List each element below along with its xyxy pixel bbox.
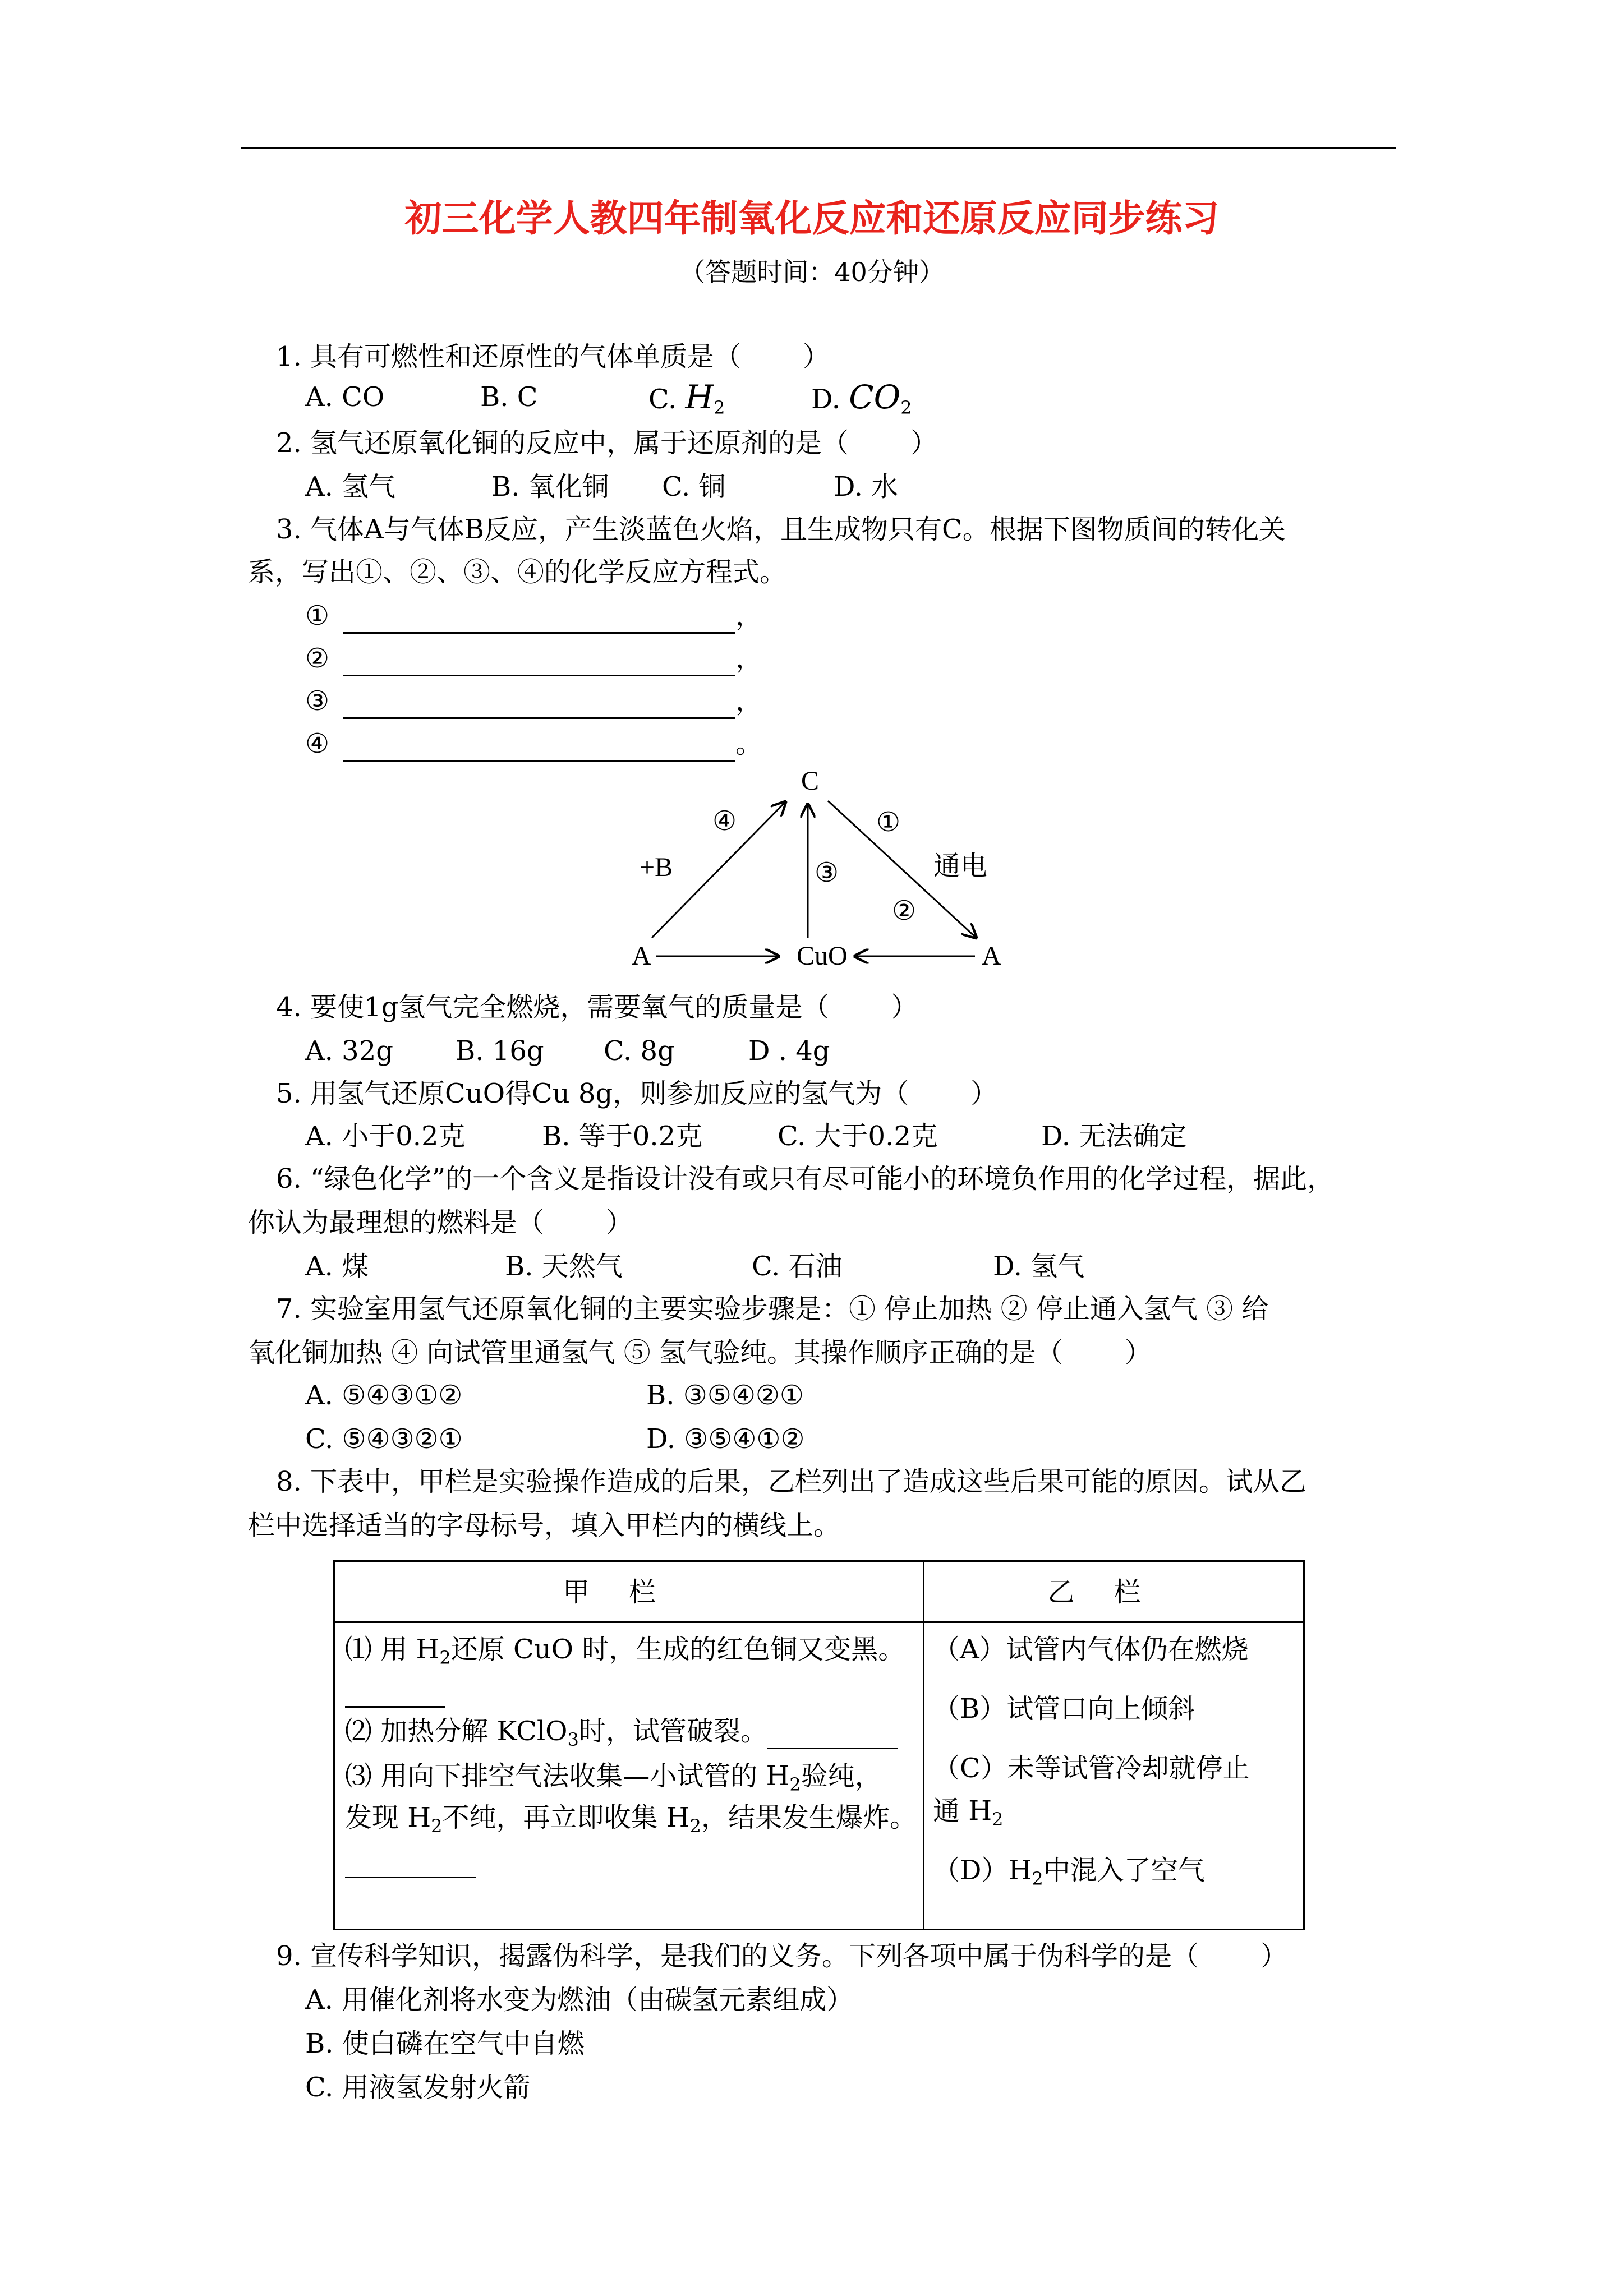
option-c: C. 铜	[662, 471, 726, 502]
node-a-right: A	[982, 941, 1001, 971]
option-b: B. 天然气	[505, 1251, 623, 1282]
question-1-stem: 1. 具有可燃性和还原性的气体单质是（ ）	[276, 341, 830, 372]
label-step-4: ④	[712, 806, 737, 836]
node-cuo: CuO	[797, 941, 848, 971]
label-step-2: ②	[892, 896, 917, 926]
option-d: D. $CO_2$	[811, 378, 912, 418]
option-b: B. C	[480, 381, 538, 413]
label-step-1: ①	[876, 808, 901, 837]
option-a: A. 小于0.2克	[305, 1121, 466, 1152]
cause-option-c-line-1: （C）未等试管冷却就停止	[933, 1753, 1250, 1784]
question-7-line-2: 氧化铜加热 ④ 向试管里通氢气 ⑤ 氢气验纯。其操作顺序正确的是（ ）	[248, 1337, 1152, 1368]
table-header-divider	[335, 1621, 1303, 1623]
table-row-2-answer-blank[interactable]	[767, 1722, 898, 1749]
option-c: C. 石油	[752, 1251, 843, 1282]
equation-blank-1[interactable]: ① ，	[305, 598, 762, 634]
column-header-jia: 甲栏	[562, 1576, 695, 1608]
option-a: A. 煤	[305, 1251, 369, 1282]
node-a-left: A	[632, 941, 651, 971]
conversion-diagram	[606, 757, 1055, 981]
question-8-line-2: 栏中选择适当的字母标号，填入甲栏内的横线上。	[248, 1510, 841, 1541]
cause-option-b: （B）试管口向上倾斜	[933, 1693, 1195, 1725]
table-row-1-answer-blank[interactable]	[345, 1672, 445, 1708]
option-a: A. 氢气	[305, 471, 396, 502]
cause-effect-table	[333, 1560, 1305, 1930]
option-a: A. ⑤④③①②	[305, 1380, 463, 1411]
table-row-2-effect: ⑵ 加热分解 KClO$_3$时，试管破裂。	[345, 1713, 898, 1749]
node-c: C	[801, 766, 820, 796]
equation-blank-2[interactable]: ② ，	[305, 640, 762, 676]
option-c: C. $H_2$	[648, 378, 725, 418]
option-d: D. 氢气	[993, 1251, 1085, 1282]
table-row-3-effect-line-2: 发现 $H_2$不纯，再立即收集 $H_2$，结果发生爆炸。	[345, 1802, 917, 1837]
table-row-3-answer-blank[interactable]	[345, 1842, 476, 1878]
label-electrolysis: 通电	[933, 851, 988, 881]
table-row-3-effect-line-1: ⑶ 用向下排空气法收集—小试管的 $H_2$验纯，	[345, 1760, 882, 1795]
question-6-line-2: 你认为最理想的燃料是（ ）	[248, 1207, 633, 1238]
option-a: A. 32g	[305, 1035, 393, 1067]
option-d: D . 4g	[748, 1035, 830, 1067]
question-3-line-1: 3. 气体A与气体B反应，产生淡蓝色火焰，且生成物只有C。根据下图物质间的转化关	[276, 514, 1286, 545]
question-3-line-2: 系，写出①、②、③、④的化学反应方程式。	[248, 556, 787, 588]
option-d: D. 水	[834, 471, 899, 502]
cause-option-a: （A）试管内气体仍在燃烧	[933, 1634, 1249, 1665]
time-limit: （答题时间：40分钟）	[679, 257, 945, 287]
option-b: B. 等于0.2克	[542, 1121, 703, 1152]
cause-option-c-line-2: 通 $H_2$	[933, 1795, 1004, 1830]
question-2-stem: 2. 氢气还原氧化铜的反应中，属于还原剂的是（ ）	[276, 427, 938, 459]
option-d: D. 无法确定	[1041, 1121, 1187, 1152]
option-c: C. ⑤④③②①	[305, 1423, 463, 1455]
option-c: C. 8g	[604, 1035, 675, 1067]
table-row-1-effect: ⑴ 用 $H_2$还原 CuO 时，生成的红色铜又变黑。	[345, 1634, 905, 1668]
option-b: B. 氧化铜	[491, 471, 609, 502]
question-9-option-b: B. 使白磷在空气中自燃	[305, 2028, 585, 2059]
equation-blank-3[interactable]: ③ ，	[305, 683, 762, 719]
label-step-3: ③	[815, 858, 839, 888]
table-column-divider	[923, 1562, 924, 1929]
cause-option-d: $(D)H_2$中混入了空气	[933, 1855, 1205, 1889]
equation-blank-4[interactable]: ④ 。	[305, 726, 762, 762]
question-4-stem: 4. 要使1g氢气完全燃烧，需要氧气的质量是（ ）	[276, 992, 918, 1023]
option-a: A. CO	[305, 381, 385, 413]
option-b: B. ③⑤④②①	[646, 1380, 804, 1411]
header-rule	[241, 147, 1396, 149]
question-6-line-1: 6. “绿色化学”的一个含义是指设计没有或只有尽可能小的环境负作用的化学过程，据此，	[276, 1163, 1335, 1195]
question-9-option-c: C. 用液氢发射火箭	[305, 2072, 531, 2103]
label-plus-b: +B	[640, 852, 673, 882]
question-5-stem: 5. 用氢气还原CuO得Cu 8g，则参加反应的氢气为（ ）	[276, 1078, 998, 1109]
question-9-stem: 9. 宣传科学知识，揭露伪科学，是我们的义务。下列各项中属于伪科学的是（ ）	[276, 1940, 1288, 1972]
question-9-option-a: A. 用催化剂将水变为燃油（由碳氢元素组成）	[305, 1984, 854, 2016]
option-d: D. ③⑤④①②	[646, 1423, 805, 1455]
option-c: C. 大于0.2克	[778, 1121, 938, 1152]
option-b: B. 16g	[456, 1035, 544, 1067]
page-title: 初三化学人教四年制氧化反应和还原反应同步练习	[404, 197, 1220, 240]
question-7-line-1: 7. 实验室用氢气还原氧化铜的主要实验步骤是：① 停止加热 ② 停止通入氢气 ③ 给	[276, 1293, 1269, 1325]
question-8-line-1: 8. 下表中，甲栏是实验操作造成的后果，乙栏列出了造成这些后果可能的原因。试从乙	[276, 1466, 1307, 1497]
column-header-yi: 乙栏	[1047, 1576, 1180, 1608]
conversion-diagram-svg	[606, 757, 1055, 981]
